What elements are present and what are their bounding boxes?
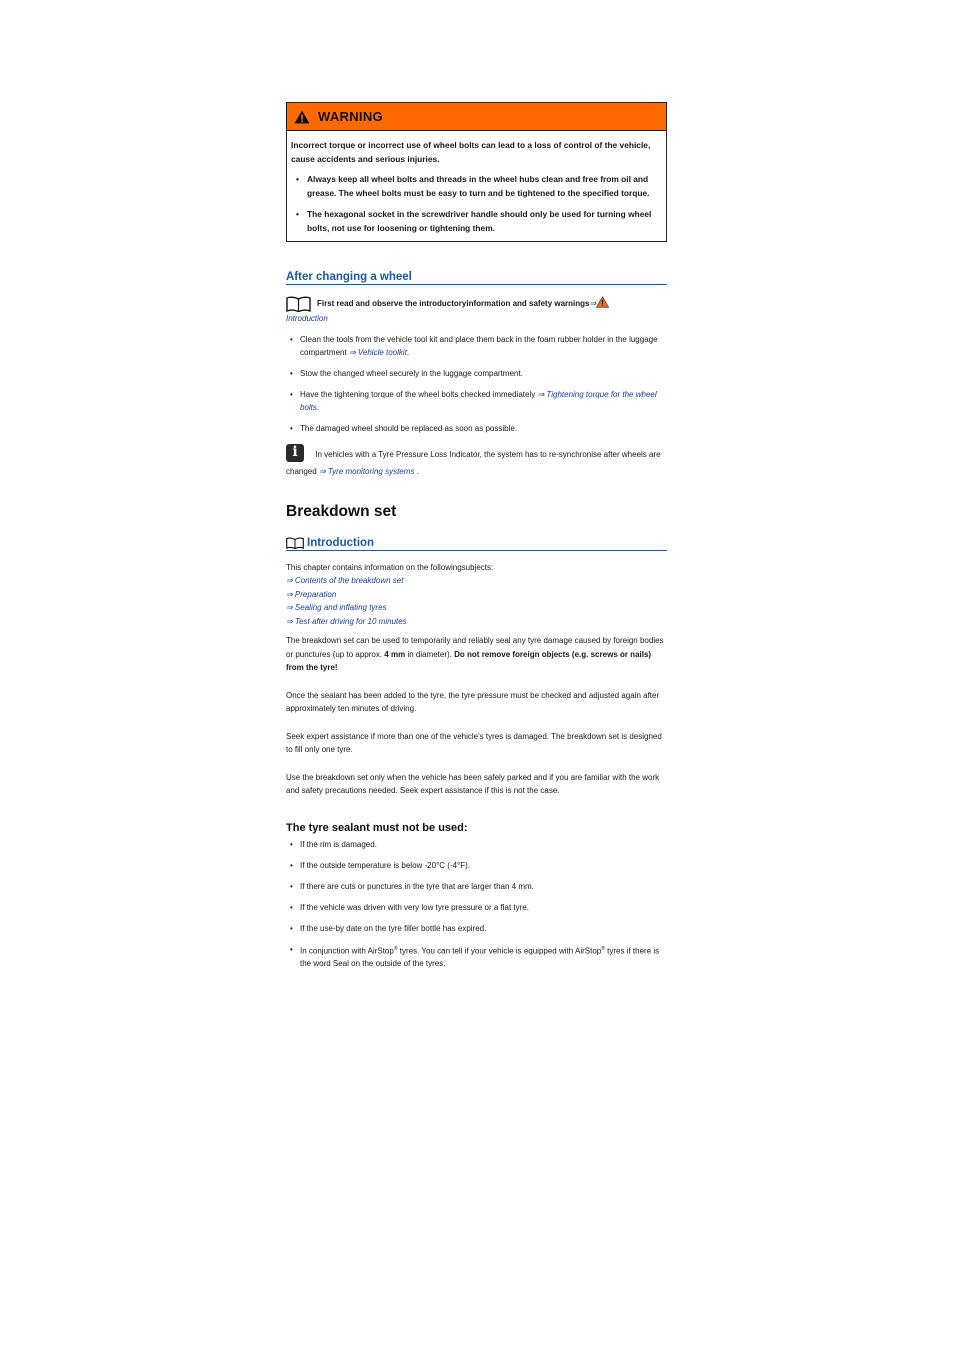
warning-list bbox=[291, 172, 660, 235]
warning-triangle-icon bbox=[596, 296, 609, 308]
note-text-part1: In vehicles with a Tyre Pressure Loss Indicator, the system has to re-synchronise after wheels are changed bbox=[286, 449, 661, 476]
list-item: • If the vehicle was driven with very low tyre pressure or a flat tyre. bbox=[286, 901, 667, 914]
subject-link[interactable]: ⇒ Test after driving for 10 minutes bbox=[286, 616, 407, 626]
list-item: • If there are cuts or punctures in the tyre that are larger than 4 mm. bbox=[286, 880, 667, 893]
read-first-link-line bbox=[286, 312, 667, 325]
list-item-text: The damaged wheel should be replaced as soon as possible. bbox=[300, 424, 518, 433]
paragraph-text: The breakdown set can be used to temporarily and reliably seal any tyre damage caused by foreign bodies or punctures (up to approx. bbox=[286, 636, 664, 659]
info-icon: i bbox=[286, 444, 304, 462]
list-item-text: Clean the tools from the vehicle tool kit and place them back in the foam rubber holder in the luggage compartment bbox=[300, 335, 658, 357]
chapter-title: Breakdown set bbox=[286, 502, 397, 520]
after-change-list bbox=[286, 333, 667, 435]
tightening-torque-link[interactable]: ⇒ Tightening torque for the wheel bolts bbox=[300, 390, 657, 412]
read-first-arrow[interactable]: ⇒ bbox=[589, 299, 597, 308]
section-heading-text: Introduction bbox=[307, 536, 375, 549]
list-item-text: tyres. You can tell if your vehicle is equipped with AirStop bbox=[399, 946, 602, 956]
warning-body bbox=[287, 131, 666, 241]
list-item bbox=[286, 943, 667, 971]
paragraph: Use the breakdown set only when the vehicle has been safely parked and if you are familiar with the work and safety precautions needed. Seek expert assistance if this is not the case. bbox=[286, 772, 660, 795]
list-item-tail: . bbox=[316, 403, 320, 412]
list-item-text: In conjunction with AirStop bbox=[300, 946, 394, 956]
paragraph: Seek expert assistance if more than one of the vehicle's tyres is damaged. The breakdown set is designed to fill only one tyre. bbox=[286, 731, 662, 754]
note-block bbox=[286, 444, 667, 479]
list-item: • If the use-by date on the tyre filler bottle has expired. bbox=[286, 922, 667, 935]
list-item bbox=[286, 367, 667, 380]
read-first-text: First read and observe the introductoryinformation and safety warnings bbox=[317, 299, 590, 308]
paragraph-text: in diameter). bbox=[407, 649, 452, 659]
book-icon bbox=[286, 537, 304, 549]
subject-links bbox=[286, 574, 667, 628]
sealant-heading: The tyre sealant must not be used: bbox=[286, 821, 468, 834]
list-item bbox=[286, 388, 667, 414]
paragraph-bold: 4 mm bbox=[384, 649, 406, 659]
page-content bbox=[286, 102, 667, 970]
introduction-link[interactable]: Introduction bbox=[286, 314, 328, 323]
list-item: • If the outside temperature is below -20°C (-4°F). bbox=[286, 859, 667, 872]
paragraph-bold: Do not remove foreign objects (e.g. screws or nails) from the tyre! bbox=[286, 649, 652, 672]
sealant-list bbox=[286, 838, 667, 971]
list-item-tail: . bbox=[406, 348, 410, 357]
warning-header bbox=[287, 103, 666, 131]
registered-mark: ® bbox=[601, 945, 605, 952]
paragraph: Once the sealant has been added to the tyre, the tyre pressure must be checked and adjusted again after approximately ten minutes of driving. bbox=[286, 690, 660, 713]
read-first-notice bbox=[286, 296, 667, 312]
section-heading-text: After changing a wheel bbox=[286, 271, 412, 283]
subject-link[interactable]: ⇒ Contents of the breakdown set bbox=[286, 576, 404, 585]
list-item bbox=[286, 333, 667, 359]
paragraph bbox=[286, 634, 667, 675]
registered-mark: ® bbox=[393, 945, 398, 952]
subject-link[interactable]: ⇒ Sealing and inflating tyres bbox=[286, 603, 387, 612]
list-item: • If the rim is damaged. bbox=[286, 838, 667, 851]
list-item-text: Stow the changed wheel securely in the luggage compartment. bbox=[300, 369, 523, 378]
list-item-text: tyres if there is the word Seal on the outside of the tyres. bbox=[300, 946, 660, 969]
note-tail: . bbox=[414, 467, 419, 476]
chapter-contains-text: This chapter contains information on the followingsubjects: bbox=[286, 562, 494, 572]
warning-intro: Incorrect torque or incorrect use of wheel bolts can lead to a loss of control of the vehicle, cause accidents and serious injuries. bbox=[291, 140, 651, 164]
book-icon bbox=[286, 296, 311, 312]
subject-link[interactable]: ⇒ Preparation bbox=[286, 589, 337, 599]
warning-box bbox=[286, 102, 667, 242]
vehicle-toolkit-link[interactable]: ⇒ Vehicle toolkit bbox=[348, 348, 407, 357]
warning-item: • Always keep all wheel bolts and threads in the wheel hubs clean and free from oil and grease. The wheel bolts must be easy to turn and be tightened to the specified torque. bbox=[291, 172, 660, 200]
warning-title: WARNING bbox=[318, 109, 383, 124]
list-item bbox=[286, 422, 667, 435]
section-heading-introduction bbox=[286, 537, 667, 551]
tyre-monitoring-link[interactable]: ⇒ Tyre monitoring systems bbox=[318, 467, 415, 476]
list-item-text: Have the tightening torque of the wheel bolts checked immediately bbox=[300, 390, 536, 399]
warning-triangle-icon bbox=[294, 110, 310, 124]
warning-item: • The hexagonal socket in the screwdriver handle should only be used for turning wheel bolts, not use for loosening or tightening them. bbox=[291, 207, 660, 235]
section-heading-after-changing bbox=[286, 271, 667, 285]
